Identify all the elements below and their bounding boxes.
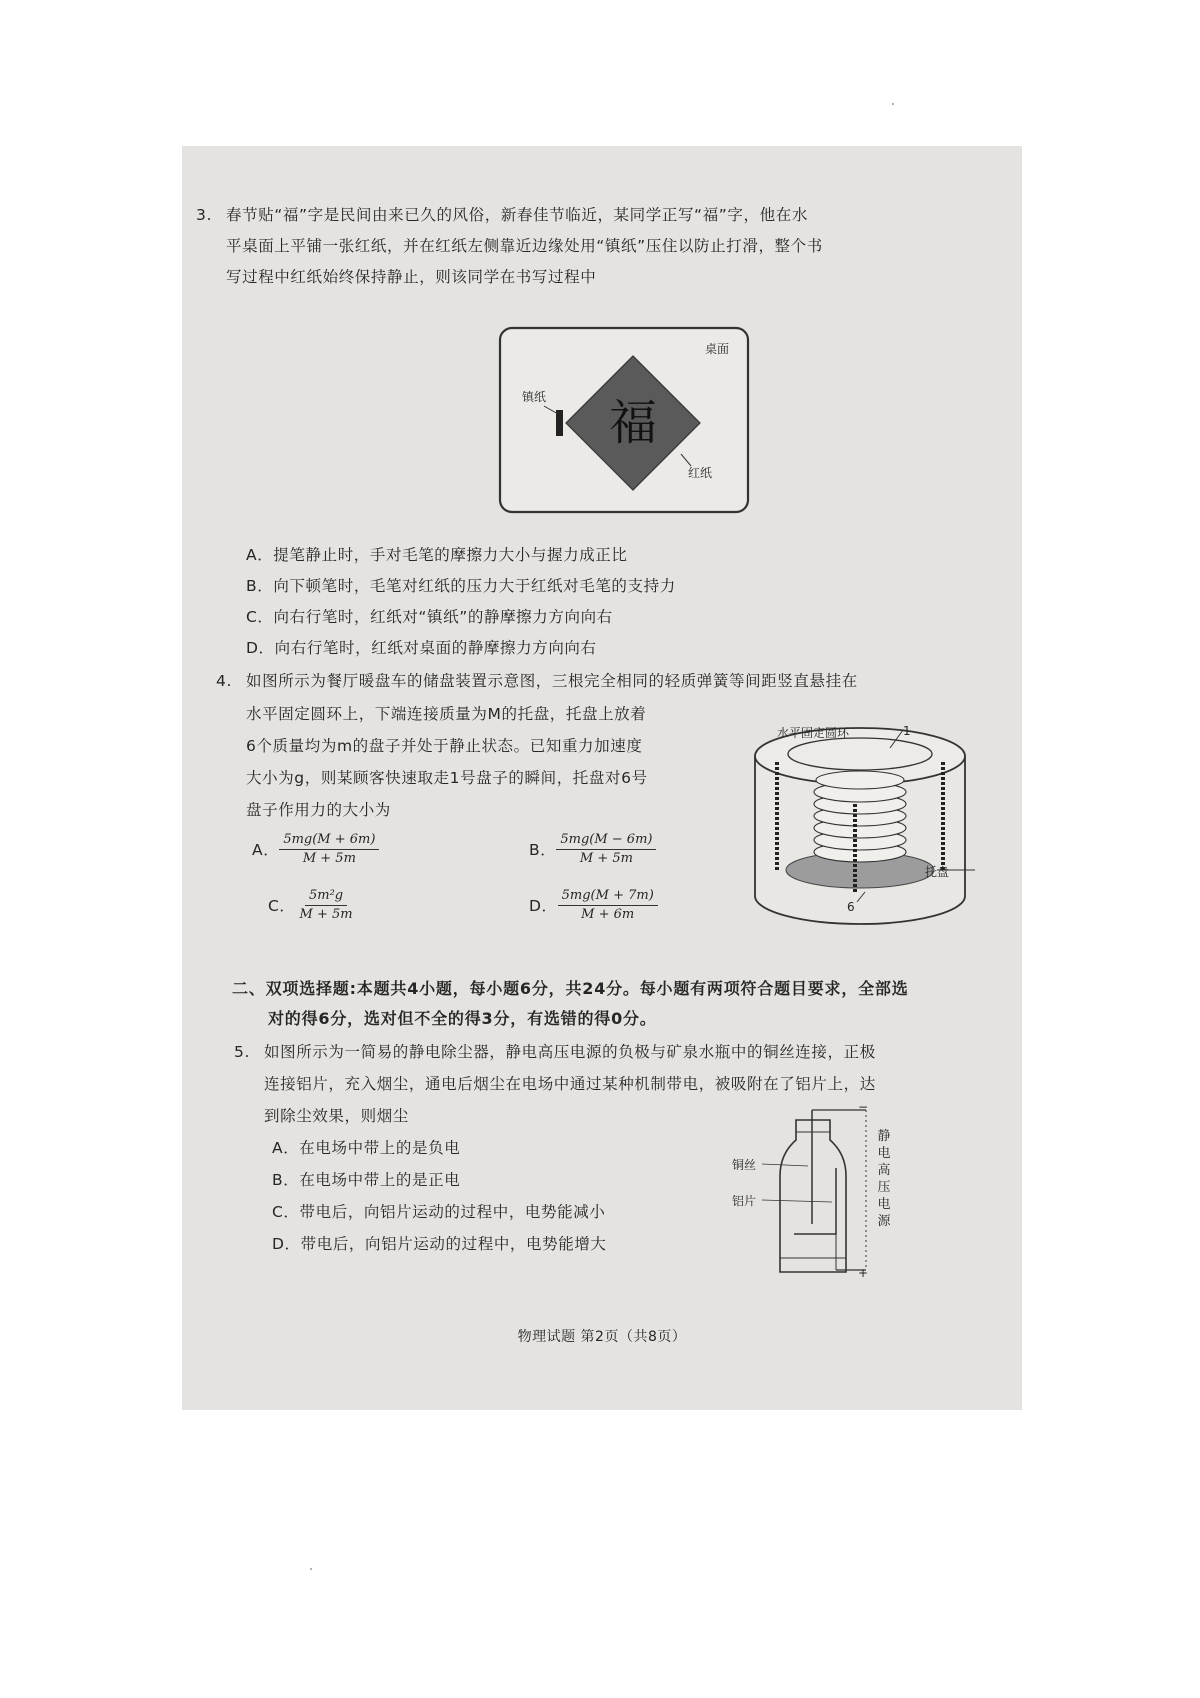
q4-option-b-denominator: M + 5m	[579, 851, 633, 866]
q4-option-a	[252, 832, 379, 867]
plate-6-label: 6	[847, 900, 855, 914]
q4-option-c-denominator: M + 5m	[299, 907, 353, 922]
red-paper-label: 红纸	[688, 466, 713, 480]
q4-option-b-fraction	[556, 832, 656, 867]
q3-option-d: D．向右行笔时，红纸对桌面的静摩擦力方向向右	[246, 639, 597, 657]
tray-label: 托盘	[925, 865, 950, 879]
q4-option-d-numerator: 5mg(M + 7m)	[558, 888, 658, 906]
q4-option-c-numerator: 5m²g	[305, 888, 347, 906]
scan-speck	[892, 103, 894, 105]
q4-option-c-letter: C．	[268, 896, 296, 915]
section-2-line-1: 二、双项选择题:本题共4小题，每小题6分，共24分。每小题有两项符合题目要求，全部选	[232, 979, 909, 998]
q5-option-c: C．带电后，向铝片运动的过程中，电势能减小	[272, 1203, 606, 1221]
q4-line-3: 6个质量均为m的盘子并处于静止状态。已知重力加速度	[246, 737, 643, 755]
q5-option-d: D．带电后，向铝片运动的过程中，电势能增大	[272, 1235, 607, 1253]
q4-option-b-letter: B．	[529, 840, 557, 859]
q4-line-5: 盘子作用力的大小为	[246, 801, 391, 819]
q4-option-a-numerator: 5mg(M + 6m)	[279, 832, 379, 850]
q4-option-a-denominator: M + 5m	[302, 851, 356, 866]
fu-character: 福	[608, 395, 657, 451]
copper-wire-label: 铜丝	[732, 1158, 757, 1172]
weight-label: 镇纸	[522, 390, 547, 404]
q3-number: 3.	[196, 206, 212, 224]
aluminum-sheet-label: 铝片	[732, 1194, 757, 1208]
precipitator-diagram	[738, 1106, 938, 1286]
q5-line-3: 到除尘效果，则烟尘	[264, 1107, 409, 1125]
power-char-3: 高	[877, 1163, 891, 1178]
q5-number: 5.	[234, 1043, 250, 1061]
q4-option-d	[529, 888, 658, 923]
page-footer: 物理试题 第2页（共8页）	[517, 1329, 687, 1345]
q3-line-2: 平桌面上平铺一张红纸，并在红纸左侧靠近边缘处用“镇纸”压住以防止打滑，整个书	[226, 237, 823, 255]
q5-figure-precipitator	[732, 1100, 938, 1286]
q3-option-b: B．向下顿笔时，毛笔对红纸的压力大于红纸对毛笔的支持力	[246, 577, 676, 595]
power-char-1: 静	[877, 1129, 891, 1144]
q4-line-2: 水平固定圆环上，下端连接质量为M的托盘，托盘上放着	[246, 705, 647, 723]
q4-option-d-denominator: M + 6m	[581, 907, 635, 922]
q4-option-b	[529, 832, 656, 867]
q4-option-d-letter: D．	[529, 896, 558, 915]
q3-line-1: 春节贴“福”字是民间由来已久的风俗，新春佳节临近，某同学正写“福”字，他在水	[226, 206, 808, 224]
q4-option-c	[268, 888, 357, 923]
q4-option-b-numerator: 5mg(M − 6m)	[556, 832, 656, 850]
power-char-2: 电	[877, 1146, 891, 1161]
q3-option-c: C．向右行笔时，红纸对“镇纸”的静摩擦力方向向右	[246, 608, 613, 626]
q4-option-a-letter: A．	[252, 840, 280, 859]
q5-line-2: 连接铝片，充入烟尘，通电后烟尘在电场中通过某种机制带电，被吸附在了铝片上，达	[264, 1075, 876, 1093]
positive-terminal: +	[858, 1266, 869, 1280]
exam-sheet	[182, 146, 1022, 1410]
power-supply-label	[876, 1128, 892, 1230]
plate-1-label: 1	[903, 724, 911, 738]
scan-speck	[310, 1568, 312, 1570]
ring-label: 水平固定圆环	[777, 726, 850, 740]
q3-option-a: A．提笔静止时，手对毛笔的摩擦力大小与握力成正比	[246, 546, 628, 564]
plate-warmer-diagram	[745, 720, 975, 936]
desk-label: 桌面	[705, 342, 730, 356]
q4-option-c-fraction	[296, 888, 357, 923]
q3-line-3: 写过程中红纸始终保持静止，则该同学在书写过程中	[226, 268, 597, 286]
q4-line-1: 如图所示为餐厅暖盘车的储盘装置示意图，三根完全相同的轻质弹簧等间距竖直悬挂在	[246, 672, 858, 690]
power-char-6: 源	[877, 1214, 891, 1229]
section-2-line-2: 对的得6分，选对但不全的得3分，有选错的得0分。	[268, 1009, 657, 1028]
q4-option-a-fraction	[279, 832, 379, 867]
q5-line-1: 如图所示为一简易的静电除尘器，静电高压电源的负极与矿泉水瓶中的铜丝连接，正极	[264, 1043, 876, 1061]
q5-option-a: A．在电场中带上的是负电	[272, 1139, 461, 1157]
q4-line-4: 大小为g，则某顾客快速取走1号盘子的瞬间，托盘对6号	[246, 769, 648, 787]
q4-figure-warmer	[745, 720, 975, 936]
power-char-4: 压	[877, 1180, 891, 1195]
q4-number: 4.	[216, 672, 232, 690]
q5-option-b: B．在电场中带上的是正电	[272, 1171, 461, 1189]
q3-figure-desk	[498, 326, 750, 514]
power-char-5: 电	[877, 1197, 891, 1212]
q4-option-d-fraction	[558, 888, 658, 923]
negative-terminal: −	[858, 1100, 869, 1114]
